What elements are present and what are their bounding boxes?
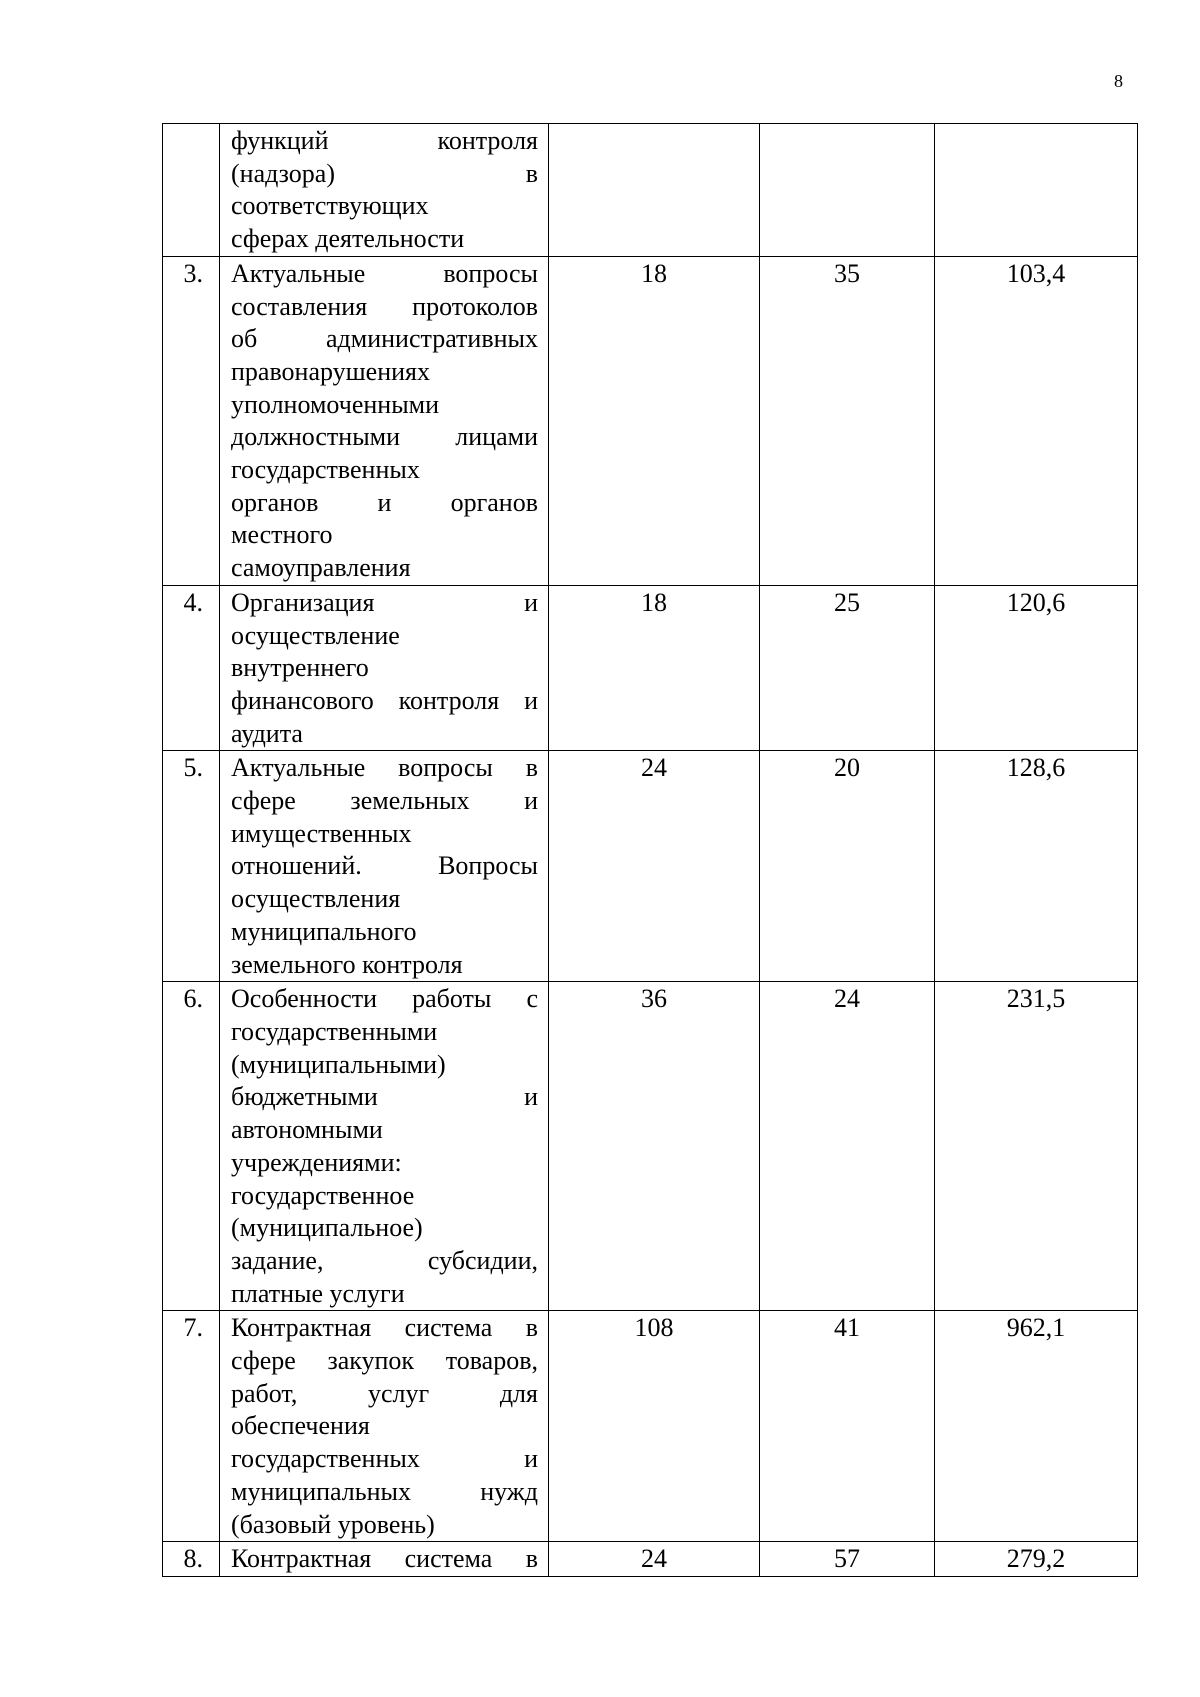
course-name xyxy=(220,1311,549,1542)
course-name xyxy=(220,585,549,751)
table-row xyxy=(163,751,1138,982)
course-name-line: Контрактная система в xyxy=(231,1544,538,1574)
course-name-line: аудита xyxy=(231,718,303,748)
course-name-line: муниципальных нужд xyxy=(231,1476,538,1506)
course-name-line: должностными лицами xyxy=(231,422,538,452)
hours-value xyxy=(549,124,760,257)
course-name-line: Организация и xyxy=(231,587,538,617)
course-name-line: правонарушениях xyxy=(231,356,431,386)
table-row xyxy=(163,1311,1138,1542)
row-number: 4. xyxy=(163,585,220,751)
row-number: 3. xyxy=(163,256,220,585)
hours-value: 18 xyxy=(549,256,760,585)
amount-value: 962,1 xyxy=(935,1311,1138,1542)
courses-table xyxy=(162,123,1138,1577)
hours-value: 36 xyxy=(549,982,760,1311)
students-value: 20 xyxy=(760,751,935,982)
course-name-line: платные услуги xyxy=(231,1278,405,1308)
course-name-line: отношений. Вопросы xyxy=(231,851,538,881)
course-name xyxy=(220,1542,549,1577)
course-name-line: (базовый уровень) xyxy=(231,1509,435,1539)
course-name-line: Контрактная система в xyxy=(231,1313,538,1343)
course-name-line: государственное xyxy=(231,1180,415,1210)
course-name-line: автономными xyxy=(231,1115,383,1145)
row-number xyxy=(163,124,220,257)
amount-value: 128,6 xyxy=(935,751,1138,982)
hours-value: 24 xyxy=(549,1542,760,1577)
course-name-line: учреждениями: xyxy=(231,1147,402,1177)
course-name-line: (муниципальное) xyxy=(231,1213,423,1243)
table-row xyxy=(163,585,1138,751)
amount-value: 231,5 xyxy=(935,982,1138,1311)
hours-value: 18 xyxy=(549,585,760,751)
course-name-line: Актуальные вопросы в xyxy=(231,753,538,783)
course-name-line: (муниципальными) xyxy=(231,1049,446,1079)
course-name-line: внутреннего xyxy=(231,653,369,683)
course-name xyxy=(220,124,549,257)
course-name-line: составления протоколов xyxy=(231,291,538,321)
amount-value xyxy=(935,124,1138,257)
course-name-line: земельного контроля xyxy=(231,949,463,979)
course-name-line: осуществления xyxy=(231,884,401,914)
amount-value: 120,6 xyxy=(935,585,1138,751)
students-value: 35 xyxy=(760,256,935,585)
students-value xyxy=(760,124,935,257)
table-row xyxy=(163,1542,1138,1577)
course-name-line: Особенности работы с xyxy=(231,984,538,1014)
course-name-line: местного xyxy=(231,520,333,550)
course-name-line: имущественных xyxy=(231,818,412,848)
course-name-line: финансового контроля и xyxy=(231,685,538,715)
table-row xyxy=(163,982,1138,1311)
hours-value: 108 xyxy=(549,1311,760,1542)
course-name-line: муниципального xyxy=(231,916,417,946)
course-name-line: (надзора) в xyxy=(231,158,538,188)
course-name-line: сфере закупок товаров, xyxy=(231,1346,538,1376)
students-value: 57 xyxy=(760,1542,935,1577)
amount-value: 279,2 xyxy=(935,1542,1138,1577)
course-name-line: бюджетными и xyxy=(231,1082,538,1112)
row-number: 5. xyxy=(163,751,220,982)
students-value: 41 xyxy=(760,1311,935,1542)
row-number: 7. xyxy=(163,1311,220,1542)
course-name-line: самоуправления xyxy=(231,553,411,583)
amount-value: 103,4 xyxy=(935,256,1138,585)
course-name-line: задание, субсидии, xyxy=(231,1245,538,1275)
course-name-line: Актуальные вопросы xyxy=(231,258,538,288)
course-name-line: уполномоченными xyxy=(231,389,440,419)
course-name-line: государственными xyxy=(231,1016,438,1046)
course-name-line: обеспечения xyxy=(231,1411,370,1441)
course-name-line: работ, услуг для xyxy=(231,1378,538,1408)
course-name xyxy=(220,751,549,982)
course-name-line: сфере земельных и xyxy=(231,786,538,816)
table-row xyxy=(163,124,1138,257)
course-name xyxy=(220,982,549,1311)
table-row xyxy=(163,256,1138,585)
course-name-line: функций контроля xyxy=(231,126,538,155)
course-name-line: осуществление xyxy=(231,620,400,650)
course-name-line: органов и органов xyxy=(231,487,538,517)
row-number: 6. xyxy=(163,982,220,1311)
course-name xyxy=(220,256,549,585)
students-value: 25 xyxy=(760,585,935,751)
page-number: 8 xyxy=(1114,71,1123,91)
course-name-line: соответствующих xyxy=(231,191,429,221)
hours-value: 24 xyxy=(549,751,760,982)
course-name-line: государственных и xyxy=(231,1444,538,1474)
course-name-line: сферах деятельности xyxy=(231,224,465,254)
table-body xyxy=(163,124,1138,1577)
students-value: 24 xyxy=(760,982,935,1311)
course-name-line: об административных xyxy=(231,324,538,354)
course-name-line: государственных xyxy=(231,455,420,485)
row-number: 8. xyxy=(163,1542,220,1577)
